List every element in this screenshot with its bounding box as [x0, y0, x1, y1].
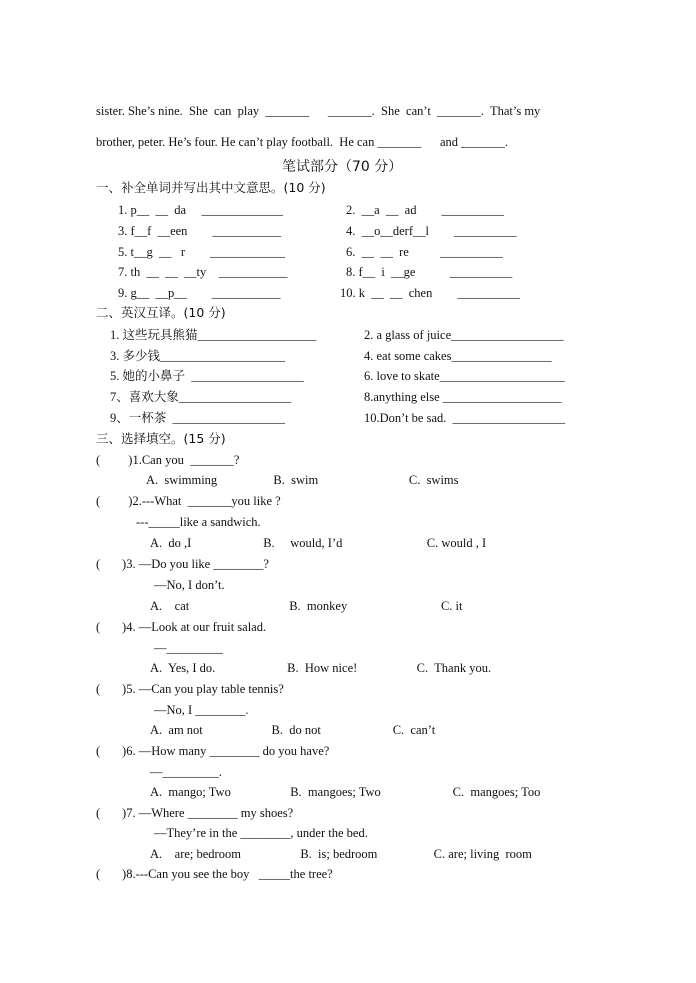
word-item: 9. g__ __p__ ___________ — [118, 286, 281, 300]
word-item: 4. __o__derf__l __________ — [346, 224, 517, 238]
question-line: ( )4. —Look at our fruit salad. — [96, 620, 267, 634]
question-line: ( )3. —Do you like ________? — [96, 557, 269, 571]
translation-item: 8.anything else ___________________ — [364, 390, 562, 404]
translation-item: 1. 这些玩具熊猫___________________ — [110, 328, 317, 342]
question-line: ( )8.---Can you see the boy _____the tree? — [96, 867, 333, 881]
translation-item: 3. 多少钱____________________ — [110, 349, 286, 363]
section2-heading: 二、英汉互译。(10 分) — [96, 305, 226, 320]
question-line: —_________ — [154, 641, 223, 655]
question-line: ( )5. —Can you play table tennis? — [96, 682, 284, 696]
question-line: —_________. — [150, 765, 222, 779]
word-item: 6. __ __ re __________ — [346, 245, 503, 259]
word-item: 8. f__ i __ge __________ — [346, 265, 513, 279]
translation-item: 4. eat some cakes________________ — [364, 349, 552, 363]
question-line: ( )7. —Where ________ my shoes? — [96, 806, 294, 820]
question-line: ( )6. —How many ________ do you have? — [96, 744, 330, 758]
question-line: —They’re in the ________, under the bed. — [154, 826, 368, 840]
question-line: A. mango; Two B. mangoes; Two C. mangoes; Too — [150, 785, 541, 799]
section1-heading: 一、补全单词并写出其中文意思。(10 分) — [96, 180, 326, 195]
question-line: A. swimming B. swim C. swims — [146, 473, 459, 487]
word-item: 1. p__ __ da _____________ — [118, 203, 283, 217]
word-item: 5. t__g __ r ____________ — [118, 245, 286, 259]
question-line: ( )2.---What _______you like ? — [96, 494, 281, 508]
question-line: A. Yes, I do. B. How nice! C. Thank you. — [150, 661, 492, 675]
word-item: 3. f__f __een ___________ — [118, 224, 282, 238]
question-line: A. are; bedroom B. is; bedroom C. are; living room — [150, 847, 532, 861]
word-item: 10. k __ __ chen __________ — [340, 286, 520, 300]
translation-item: 7、喜欢大象__________________ — [110, 390, 292, 404]
word-item: 7. th __ __ __ty ___________ — [118, 265, 288, 279]
section3-heading: 三、选择填空。(15 分) — [96, 431, 226, 446]
intro-line: sister. She’s nine. She can play _______ _______. She can’t _______. That’s my — [96, 104, 541, 118]
question-line: —No, I ________. — [154, 703, 249, 717]
translation-item: 10.Don’t be sad. __________________ — [364, 411, 566, 425]
translation-item: 2. a glass of juice__________________ — [364, 328, 564, 342]
intro-line: brother, peter. He’s four. He can’t play football. He can _______ and _______. — [96, 135, 509, 149]
question-line: A. cat B. monkey C. it — [150, 599, 463, 613]
question-line: ---_____like a sandwich. — [136, 515, 261, 529]
translation-item: 9、一杯茶 __________________ — [110, 411, 286, 425]
written-part-title: 笔试部分（70 分） — [282, 159, 403, 175]
question-line: A. am not B. do not C. can’t — [150, 723, 436, 737]
question-line: ( )1.Can you _______? — [96, 453, 240, 467]
translation-item: 6. love to skate____________________ — [364, 369, 565, 383]
word-item: 2. __a __ ad __________ — [346, 203, 504, 217]
question-line: —No, I don’t. — [154, 578, 225, 592]
question-line: A. do ,I B. would, I’d C. would , I — [150, 536, 487, 550]
translation-item: 5. 她的小鼻子 __________________ — [110, 369, 304, 383]
